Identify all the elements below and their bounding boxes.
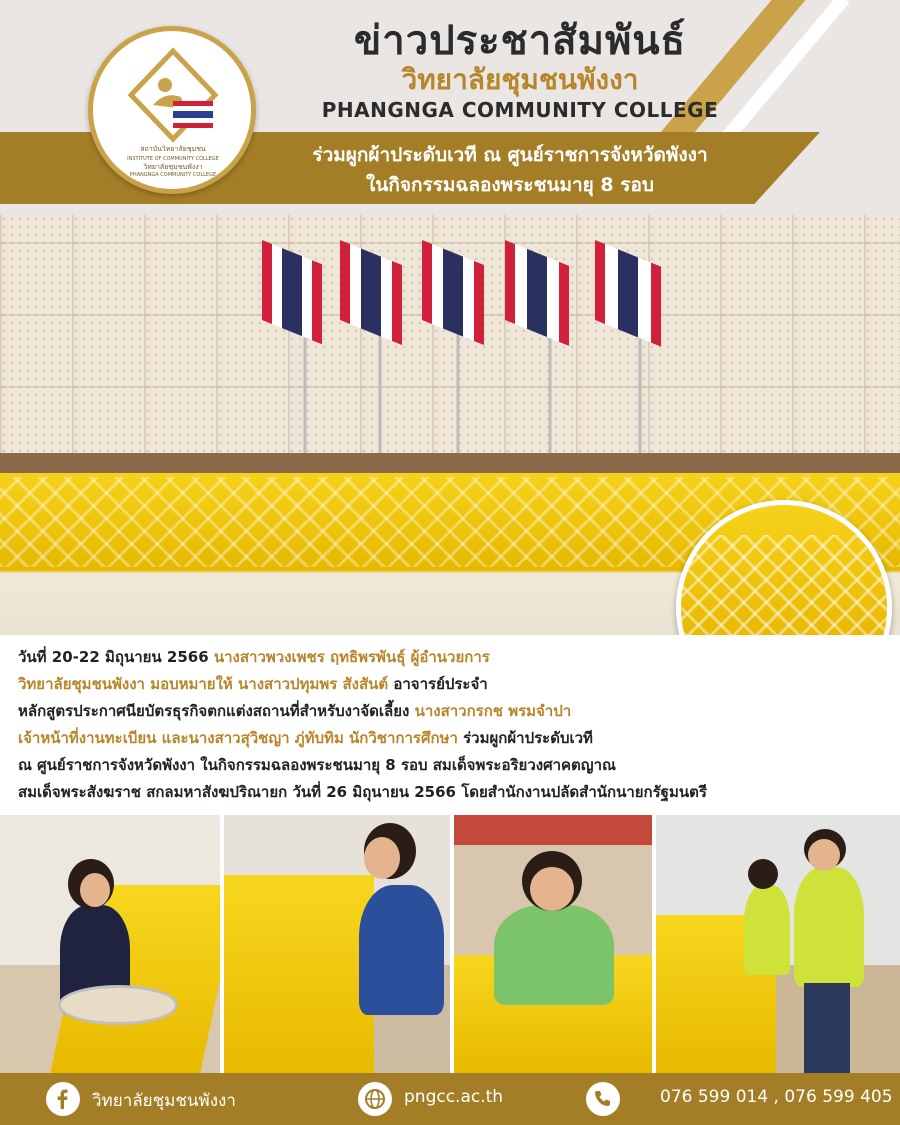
phone-icon[interactable] <box>586 1082 620 1116</box>
college-logo <box>88 26 256 194</box>
article-highlight: นางสาวปทุมพร สังสันต์ <box>238 675 389 693</box>
activity-photo-2 <box>224 815 450 1073</box>
headline-line-1: ร่วมผูกผ้าประดับเวที ณ ศูนย์ราชการจังหวัดพังงา <box>312 144 708 166</box>
headline-line-2: ในกิจกรรมฉลองพระชนมายุ 8 รอบ <box>366 174 654 196</box>
article-text: ณ ศูนย์ราชการจังหวัดพังงา ในกิจกรรมฉลองพระชนมายุ 8 รอบ สมเด็จพระอริยวงศาคตญาณ <box>18 756 616 774</box>
facebook-icon[interactable] <box>46 1082 80 1116</box>
activity-photo-1 <box>0 815 220 1073</box>
svg-text:PHANGNGA COMMUNITY COLLEGE: PHANGNGA COMMUNITY COLLEGE <box>129 172 217 177</box>
footer-bar <box>0 1073 900 1125</box>
article-text: อาจารย์ประจำ <box>388 675 488 693</box>
thai-flags-image <box>0 215 900 475</box>
photo-strip <box>0 815 900 1073</box>
article-highlight: วิทยาลัยชุมชนพังงา มอบหมายให้ <box>18 675 239 693</box>
article-text: ร่วมผูกผ้าประดับเวที <box>457 729 593 747</box>
article-text: สมเด็จพระสังฆราช สกลมหาสังฆปริณายก วันที่ 26 มิถุนายน 2566 โดยสำนักงานปลัดสำนักนายกรัฐมนตรี <box>18 783 707 801</box>
article-text: วันที่ 20-22 มิถุนายน 2566 <box>18 648 214 666</box>
article-highlight: นางสาวพวงเพชร ฤทธิพรพันธุ์ ผู้อำนวยการ <box>213 648 490 666</box>
facebook-link[interactable]: วิทยาลัยชุมชนพังงา <box>92 1091 236 1111</box>
wooden-ledge <box>0 453 900 473</box>
college-emblem-icon <box>123 47 223 177</box>
activity-photo-3 <box>454 815 652 1073</box>
phone-numbers[interactable]: 076 599 014 , 076 599 405 <box>660 1087 893 1107</box>
page-title: ข่าวประชาสัมพันธ์ <box>353 18 687 64</box>
globe-icon[interactable] <box>358 1082 392 1116</box>
activity-photo-4 <box>656 815 900 1073</box>
article-body <box>0 635 900 815</box>
svg-text:INSTITUTE OF COMMUNITY COLLEGE: INSTITUTE OF COMMUNITY COLLEGE <box>127 156 219 162</box>
article-text: หลักสูตรประกาศนียบัตรธุรกิจตกแต่งสถานที่สำหรับงาจัดเลี้ยง <box>18 702 415 720</box>
article-highlight: เจ้าหน้าที่งานทะเบียน และนางสาวสุวิชญา ภู่ทับทิม นักวิชาการศึกษา <box>18 729 458 747</box>
svg-text:วิทยาลัยชุมชนพังงา: วิทยาลัยชุมชนพังงา <box>143 163 203 171</box>
college-name: วิทยาลัยชุมชนพังงา <box>401 63 639 96</box>
website-link[interactable]: pngcc.ac.th <box>404 1087 504 1107</box>
svg-text:สถาบันวิทยาลัยชุมชน: สถาบันวิทยาลัยชุมชน <box>140 145 206 153</box>
college-name-english: PHANGNGA COMMUNITY COLLEGE <box>321 98 719 122</box>
article-highlight: นางสาวกรกช พรมจำปา <box>414 702 572 720</box>
